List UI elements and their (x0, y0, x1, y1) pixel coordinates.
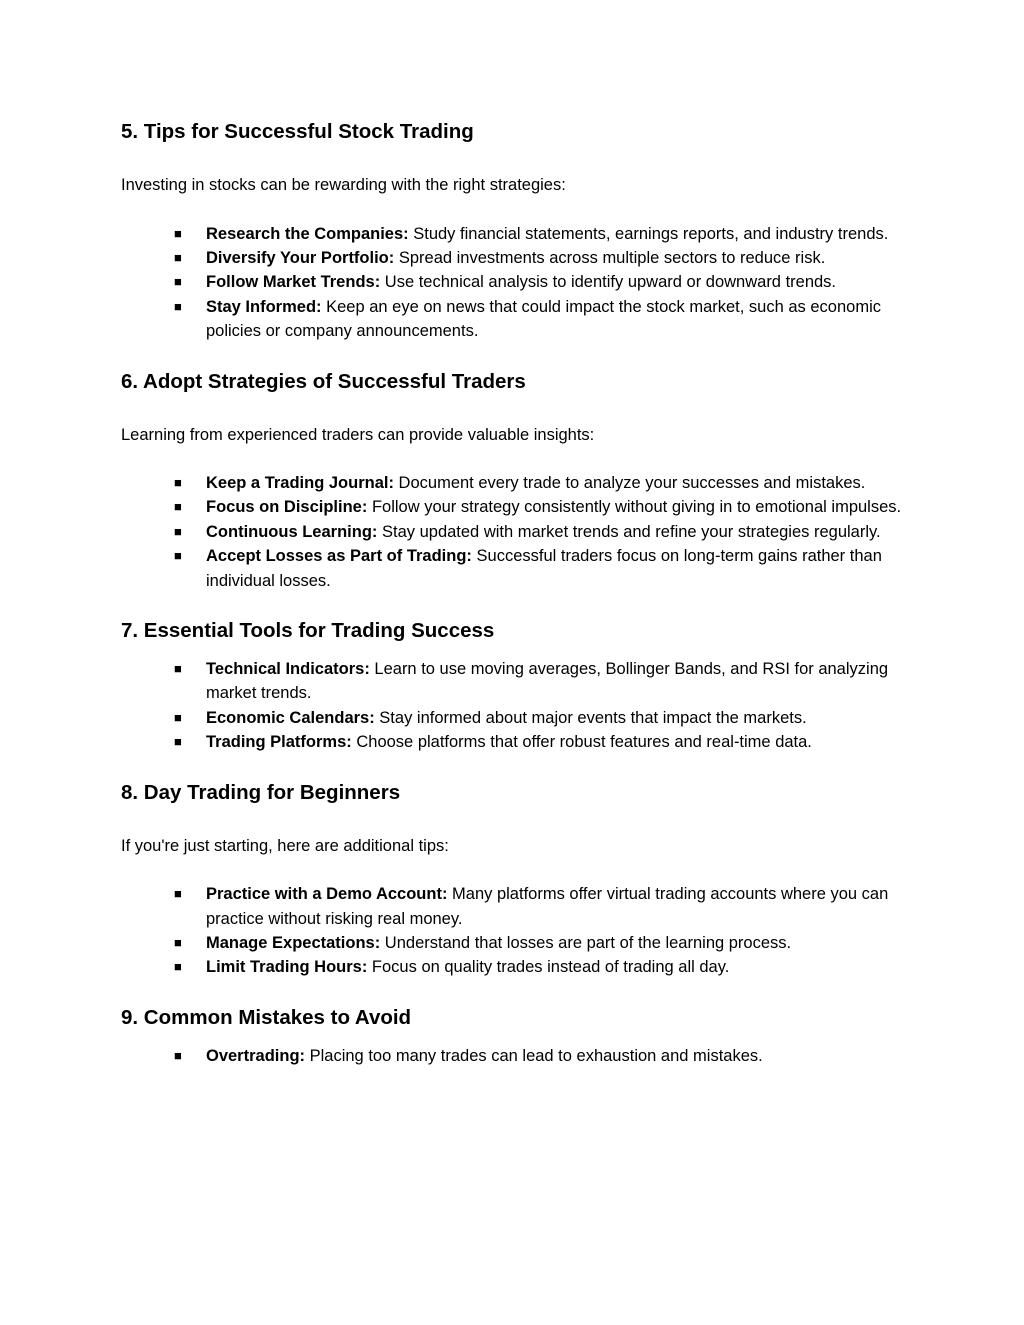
list-item (121, 471, 911, 495)
list-item (121, 730, 911, 754)
list-item-term: Technical Indicators: (206, 660, 370, 679)
list-item (121, 295, 911, 344)
list-item-text: Use technical analysis to identify upward or downward trends. (380, 273, 837, 292)
list-item-text: Follow your strategy consistently without giving in to emotional impulses. (367, 498, 902, 517)
section-9-title: 9. Common Mistakes to Avoid (121, 1005, 412, 1029)
list-item-term: Keep a Trading Journal: (206, 474, 394, 493)
list-item-text: Document every trade to analyze your successes and mistakes. (393, 474, 866, 493)
bullet-square-icon: ■ (174, 475, 182, 491)
list-item (121, 246, 911, 270)
list-item-term: Limit Trading Hours: (206, 958, 368, 977)
list-item (121, 955, 911, 979)
section-9-list (121, 1044, 911, 1068)
list-item (121, 931, 911, 955)
list-item-text: Successful traders focus on long-term gains rather than individual losses. (206, 547, 882, 590)
list-item-text: Study financial statements, earnings reports, and industry trends. (408, 224, 889, 243)
bullet-square-icon: ■ (174, 734, 182, 750)
list-item (121, 657, 911, 706)
section-6-title: 6. Adopt Strategies of Successful Traders (121, 369, 526, 393)
bullet-square-icon: ■ (174, 886, 182, 902)
list-item (121, 544, 911, 593)
list-item (121, 520, 911, 544)
list-item-term: Stay Informed: (206, 297, 322, 316)
list-item (121, 1044, 911, 1068)
list-item-text: Stay updated with market trends and refine your strategies regularly. (377, 522, 881, 541)
bullet-square-icon: ■ (174, 709, 182, 725)
bullet-square-icon: ■ (174, 249, 182, 265)
list-item-text: Stay informed about major events that impact the markets. (374, 708, 807, 727)
list-item (121, 222, 911, 246)
section-7-list (121, 657, 911, 755)
section-7-title: 7. Essential Tools for Trading Success (121, 619, 495, 643)
section-5-intro: Investing in stocks can be rewarding with the right strategies: (121, 176, 566, 194)
list-item-text: Many platforms offer virtual trading accounts where you can practice without risking real money. (206, 885, 889, 928)
section-8-title: 8. Day Trading for Beginners (121, 780, 401, 804)
bullet-square-icon: ■ (174, 661, 182, 677)
list-item-term: Accept Losses as Part of Trading: (206, 547, 472, 566)
list-item-text: Learn to use moving averages, Bollinger Bands, and RSI for analyzing market trends. (206, 660, 889, 703)
list-item-term: Trading Platforms: (206, 733, 352, 752)
list-item (121, 882, 911, 931)
list-item-term: Focus on Discipline: (206, 498, 368, 517)
list-item-term: Manage Expectations: (206, 934, 381, 952)
bullet-square-icon: ■ (174, 274, 182, 290)
list-item-term: Follow Market Trends: (206, 273, 381, 292)
section-5-list (121, 222, 911, 344)
list-item (121, 706, 911, 730)
section-8-intro: If you're just starting, here are additional tips: (121, 836, 449, 855)
bullet-square-icon: ■ (174, 548, 182, 564)
list-item-term: Diversify Your Portfolio: (206, 248, 395, 267)
bullet-square-icon: ■ (174, 499, 182, 515)
bullet-square-icon: ■ (174, 959, 182, 975)
list-item-text: Spread investments across multiple sectors to reduce risk. (394, 248, 826, 267)
section-8-list (121, 882, 911, 980)
list-item-term: Overtrading: (206, 1046, 306, 1065)
section-6-list (121, 471, 911, 593)
bullet-square-icon: ■ (174, 523, 182, 539)
list-item-text: Keep an eye on news that could impact the stock market, such as economic policies or company announcements. (206, 297, 881, 341)
bullet-square-icon: ■ (174, 225, 182, 241)
list-item-term: Continuous Learning: (206, 522, 378, 541)
document-page (121, 118, 911, 1068)
bullet-square-icon: ■ (174, 1047, 182, 1063)
bullet-square-icon: ■ (174, 935, 182, 950)
list-item-text: Understand that losses are part of the learning process. (380, 934, 792, 952)
list-item-text: Focus on quality trades instead of trading all day. (367, 958, 730, 977)
section-5-title: 5. Tips for Successful Stock Trading (121, 120, 474, 143)
section-6-intro: Learning from experienced traders can provide valuable insights: (121, 425, 595, 444)
list-item (121, 270, 911, 294)
list-item (121, 495, 911, 519)
bullet-square-icon: ■ (174, 298, 182, 314)
list-item-text: Placing too many trades can lead to exhaustion and mistakes. (305, 1046, 763, 1065)
list-item-term: Practice with a Demo Account: (206, 885, 448, 904)
list-item-term: Research the Companies: (206, 224, 409, 243)
list-item-text: Choose platforms that offer robust features and real-time data. (351, 733, 812, 752)
list-item-term: Economic Calendars: (206, 708, 375, 727)
